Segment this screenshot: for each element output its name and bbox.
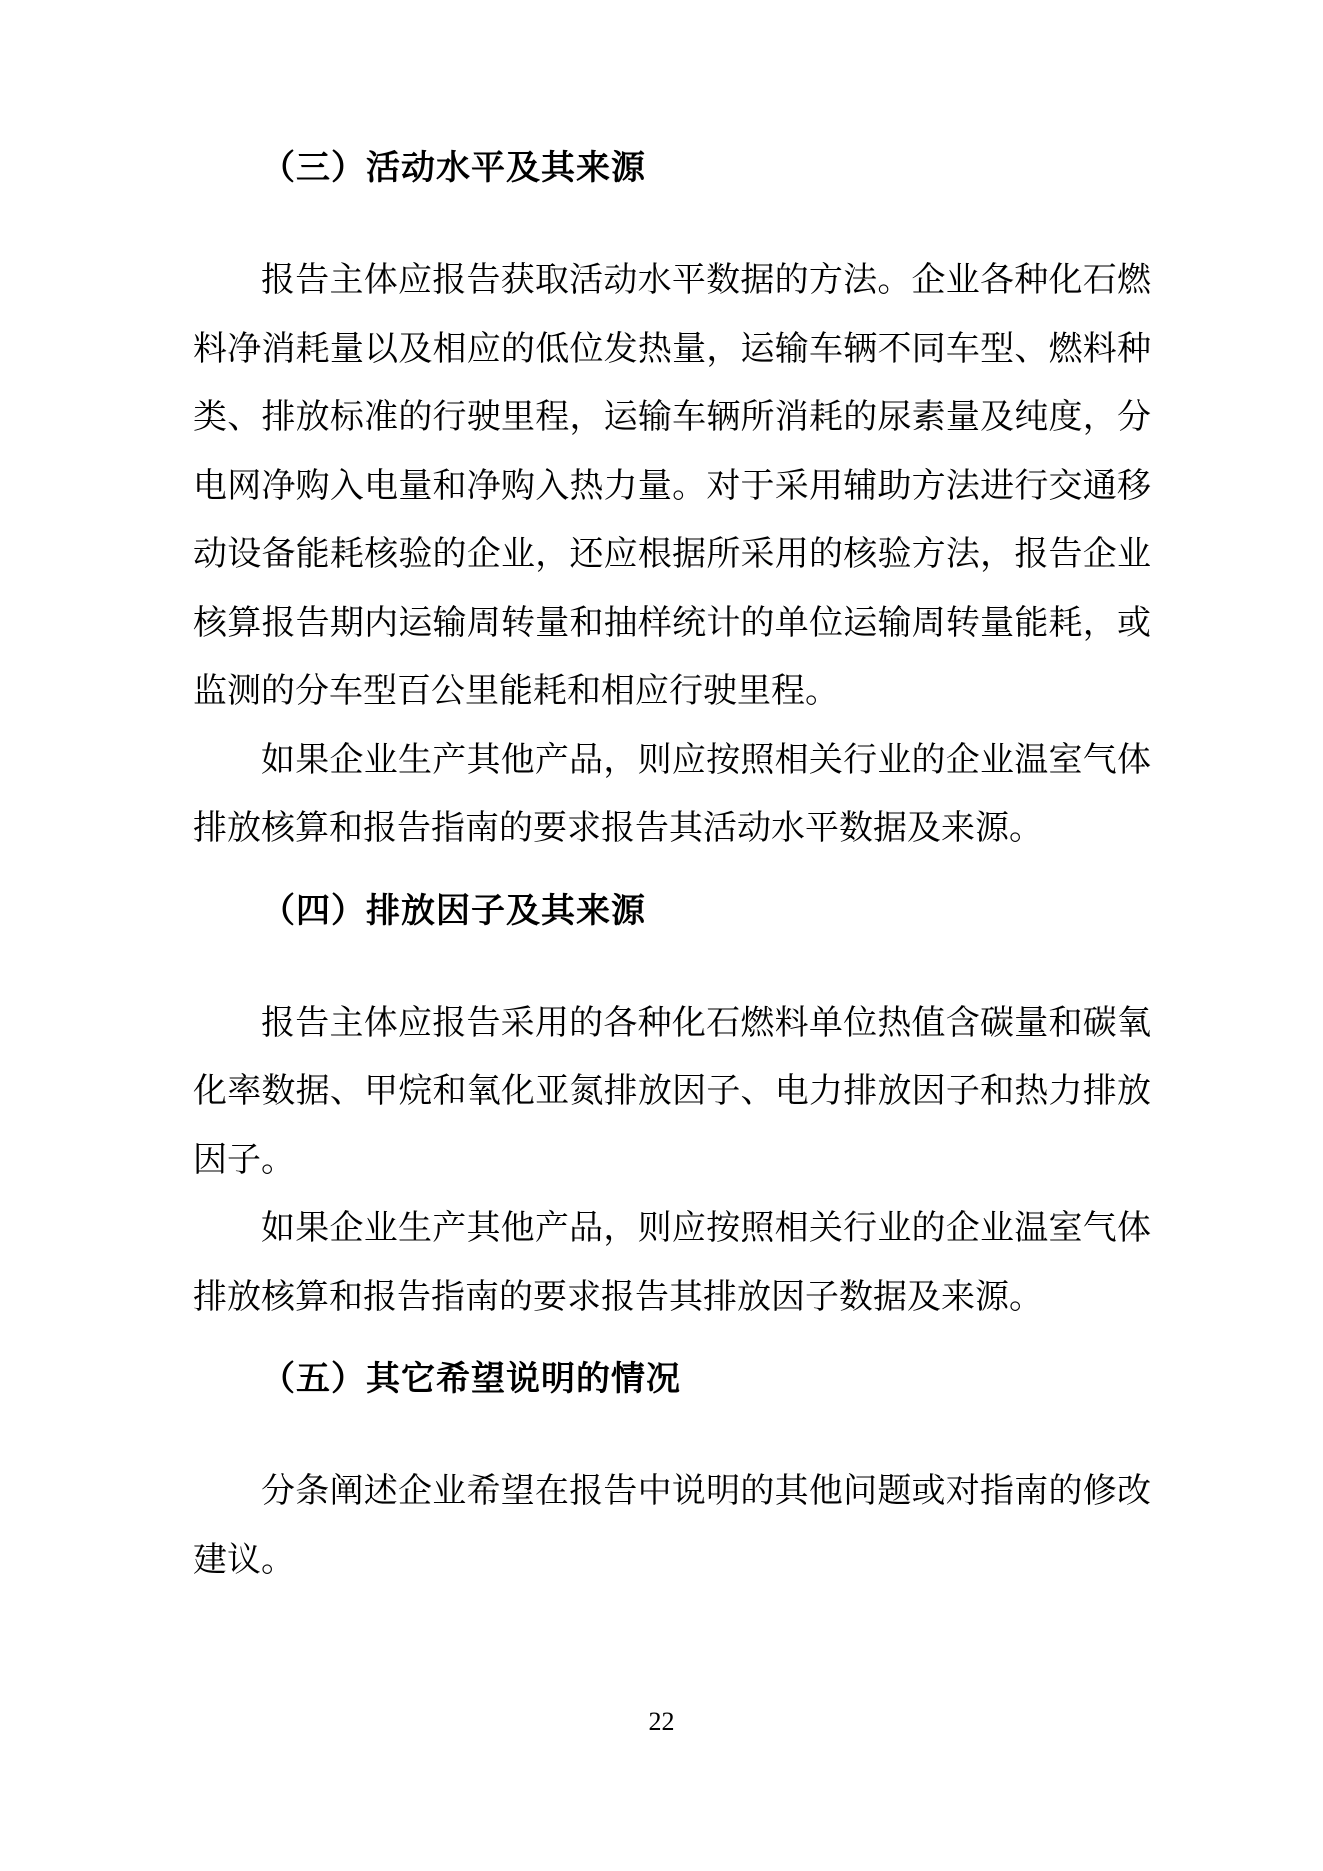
paragraph: 报告主体应报告获取活动水平数据的方法。企业各种化石燃料净消耗量以及相应的低位发热量，运输车辆不同车型、燃料种类、排放标准的行驶里程，运输车辆所消耗的尿素量及纯度，分电网净购入电量和净购入热力量。对于采用辅助方法进行交通移动设备能耗核验的企业，还应根据所采用的核验方法，报告企业核算报告期内运输周转量和抽样统计的单位运输周转量能耗，或监测的分车型百公里能耗和相应行驶里程。: [193, 262, 1151, 710]
document-content: [193, 143, 1151, 1595]
paragraph: 如果企业生产其他产品，则应按照相关行业的企业温室气体排放核算和报告指南的要求报告其排放因子数据及来源。: [193, 1210, 1151, 1316]
paragraph: 报告主体应报告采用的各种化石燃料单位热值含碳量和碳氧化率数据、甲烷和氧化亚氮排放因子、电力排放因子和热力排放因子。: [193, 1004, 1151, 1179]
paragraph: 分条阐述企业希望在报告中说明的其他问题或对指南的修改建议。: [193, 1473, 1151, 1579]
paragraph: 如果企业生产其他产品，则应按照相关行业的企业温室气体排放核算和报告指南的要求报告其活动水平数据及来源。: [193, 741, 1151, 847]
section-heading-other-notes: （五）其它希望说明的情况: [261, 1361, 681, 1398]
section-heading-emission-factor: （四）排放因子及其来源: [261, 892, 646, 930]
page-number: 22: [648, 1707, 675, 1736]
section-heading-activity-level: （三）活动水平及其来源: [261, 150, 646, 187]
